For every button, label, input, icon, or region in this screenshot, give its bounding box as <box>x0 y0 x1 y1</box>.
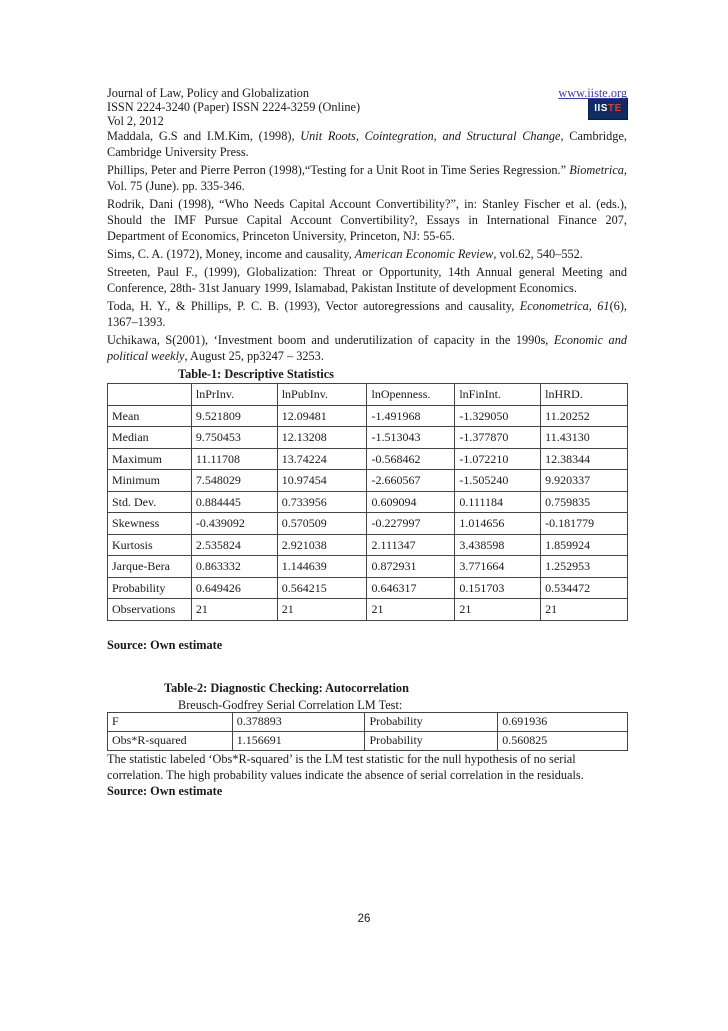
table-cell: Obs*R-squared <box>108 731 233 750</box>
table-cell: 0.111184 <box>455 491 541 513</box>
reference-list <box>107 128 627 364</box>
table-cell <box>108 384 192 406</box>
table-cell: -1.329050 <box>455 405 541 427</box>
journal-header <box>107 86 627 128</box>
table-row <box>108 513 628 535</box>
reference-item: Rodrik, Dani (1998), “Who Needs Capital Account Convertibility?”, in: Stanley Fischer et al. (eds.), Should the IMF Pursue Capital Account Convertibility?, Essays in International Finance 207, Department of Economics, Princeton University, Princeton, NJ: 55-65. <box>107 197 627 243</box>
table-cell: Kurtosis <box>108 534 192 556</box>
table-cell: 11.43130 <box>541 427 628 449</box>
table-cell: 21 <box>277 599 367 621</box>
table-row <box>108 599 628 621</box>
table-cell: 10.97454 <box>277 470 367 492</box>
table-cell: Probability <box>365 731 498 750</box>
table-cell: 0.534472 <box>541 577 628 599</box>
table-cell: 2.535824 <box>191 534 277 556</box>
table-cell: 1.144639 <box>277 556 367 578</box>
table-cell: 3.438598 <box>455 534 541 556</box>
table-cell: 21 <box>191 599 277 621</box>
table-row <box>108 712 628 731</box>
table2-source: Source: Own estimate <box>107 783 223 798</box>
table-cell: 1.156691 <box>232 731 365 750</box>
table-cell: 7.548029 <box>191 470 277 492</box>
table-cell: Probability <box>108 577 192 599</box>
table-row <box>108 577 628 599</box>
table-row <box>108 731 628 750</box>
table-cell: Mean <box>108 405 192 427</box>
table-cell: Median <box>108 427 192 449</box>
table-cell: 0.609094 <box>367 491 455 513</box>
reference-item: Streeten, Paul F., (1999), Globalization: Threat or Opportunity, 14th Annual general Meeting and Conference, 28th- 31st January 1999, Islamabad, Pakistan Institute of development Economics. <box>107 265 627 295</box>
table-cell: lnFinInt. <box>455 384 541 406</box>
table-row <box>108 491 628 513</box>
table-cell: -0.227997 <box>367 513 455 535</box>
reference-item: Uchikawa, S(2001), ‘Investment boom and underutilization of capacity in the 1990s, Economic and political weekly, August 25, pp3247 – 3253. <box>107 333 627 363</box>
table-cell: 9.920337 <box>541 470 628 492</box>
table-cell: Std. Dev. <box>108 491 192 513</box>
table-cell: 9.521809 <box>191 405 277 427</box>
table-cell: 9.750453 <box>191 427 277 449</box>
table-cell: 0.646317 <box>367 577 455 599</box>
table-cell: 0.863332 <box>191 556 277 578</box>
table-cell: Jarque-Bera <box>108 556 192 578</box>
table-cell: 2.111347 <box>367 534 455 556</box>
journal-url-link[interactable]: www.iiste.org <box>558 86 627 100</box>
table-cell: 0.649426 <box>191 577 277 599</box>
table-row <box>108 534 628 556</box>
table-header-row <box>108 384 628 406</box>
table-cell: Minimum <box>108 470 192 492</box>
table-cell: -1.505240 <box>455 470 541 492</box>
table-cell: 12.38344 <box>541 448 628 470</box>
descriptive-statistics-table <box>107 383 628 621</box>
table-cell: 13.74224 <box>277 448 367 470</box>
table-cell: 11.20252 <box>541 405 628 427</box>
autocorrelation-table <box>107 712 628 751</box>
table-cell: 1.859924 <box>541 534 628 556</box>
table-cell: -1.491968 <box>367 405 455 427</box>
table-row <box>108 448 628 470</box>
table-cell: 0.691936 <box>498 712 628 731</box>
table-cell: 12.09481 <box>277 405 367 427</box>
table-cell: 0.151703 <box>455 577 541 599</box>
table-cell: lnHRD. <box>541 384 628 406</box>
table-cell: 2.921038 <box>277 534 367 556</box>
table-row <box>108 556 628 578</box>
table-row <box>108 470 628 492</box>
table-cell: 3.771664 <box>455 556 541 578</box>
reference-item: Toda, H. Y., & Phillips, P. C. B. (1993), Vector autoregressions and causality, Econometrica, 61(6), 1367–1393. <box>107 299 627 329</box>
table-cell: 21 <box>455 599 541 621</box>
table2-subcaption: Breusch-Godfrey Serial Correlation LM Test: <box>178 697 403 712</box>
table-cell: -0.439092 <box>191 513 277 535</box>
table-cell: 0.560825 <box>498 731 628 750</box>
table-cell: 0.564215 <box>277 577 367 599</box>
table-cell: 0.378893 <box>232 712 365 731</box>
table-cell: lnPubInv. <box>277 384 367 406</box>
table1-source: Source: Own estimate <box>107 637 223 652</box>
table-cell: -2.660567 <box>367 470 455 492</box>
page-content <box>107 86 627 799</box>
table-cell: 1.252953 <box>541 556 628 578</box>
table-cell: -1.072210 <box>455 448 541 470</box>
table-cell: 12.13208 <box>277 427 367 449</box>
table2-note: The statistic labeled ‘Obs*R-squared’ is the LM test statistic for the null hypothesis of no serial correlation. The high probability values indicate the absence of serial correlation in the residuals. <box>107 751 584 782</box>
reference-item: Phillips, Peter and Pierre Perron (1998),“Testing for a Unit Root in Time Series Regression.” Biometrica, Vol. 75 (June). pp. 335-346. <box>107 163 627 193</box>
table-cell: Maximum <box>108 448 192 470</box>
table-cell: -1.377870 <box>455 427 541 449</box>
table-cell: lnOpenness. <box>367 384 455 406</box>
table-cell: 21 <box>541 599 628 621</box>
table-cell: 0.759835 <box>541 491 628 513</box>
table-cell: 21 <box>367 599 455 621</box>
table-cell: -1.513043 <box>367 427 455 449</box>
journal-issn: ISSN 2224-3240 (Paper) ISSN 2224-3259 (Online) <box>107 100 361 114</box>
reference-item: Sims, C. A. (1972), Money, income and causality, American Economic Review, vol.62, 540–552. <box>107 247 583 261</box>
table-cell: lnPrInv. <box>191 384 277 406</box>
table-cell: Skewness <box>108 513 192 535</box>
journal-volume: Vol 2, 2012 <box>107 114 164 128</box>
table-cell: F <box>108 712 233 731</box>
table-row <box>108 405 628 427</box>
table-cell: 0.872931 <box>367 556 455 578</box>
iiste-logo: IISTE <box>588 98 628 120</box>
table-cell: 0.570509 <box>277 513 367 535</box>
journal-title: Journal of Law, Policy and Globalization <box>107 86 310 100</box>
table2-caption: Table-2: Diagnostic Checking: Autocorrelation <box>164 680 409 695</box>
table-cell: -0.568462 <box>367 448 455 470</box>
table-cell: Observations <box>108 599 192 621</box>
table-cell: 11.11708 <box>191 448 277 470</box>
reference-item: Maddala, G.S and I.M.Kim, (1998), Unit Roots, Cointegration, and Structural Change, Cambridge, Cambridge University Press. <box>107 129 627 159</box>
table1-caption: Table-1: Descriptive Statistics <box>178 367 334 381</box>
table-cell: 0.884445 <box>191 491 277 513</box>
table-cell: -0.181779 <box>541 513 628 535</box>
page-number: 26 <box>357 913 371 925</box>
table-cell: Probability <box>365 712 498 731</box>
table-cell: 0.733956 <box>277 491 367 513</box>
table-cell: 1.014656 <box>455 513 541 535</box>
table-row <box>108 427 628 449</box>
